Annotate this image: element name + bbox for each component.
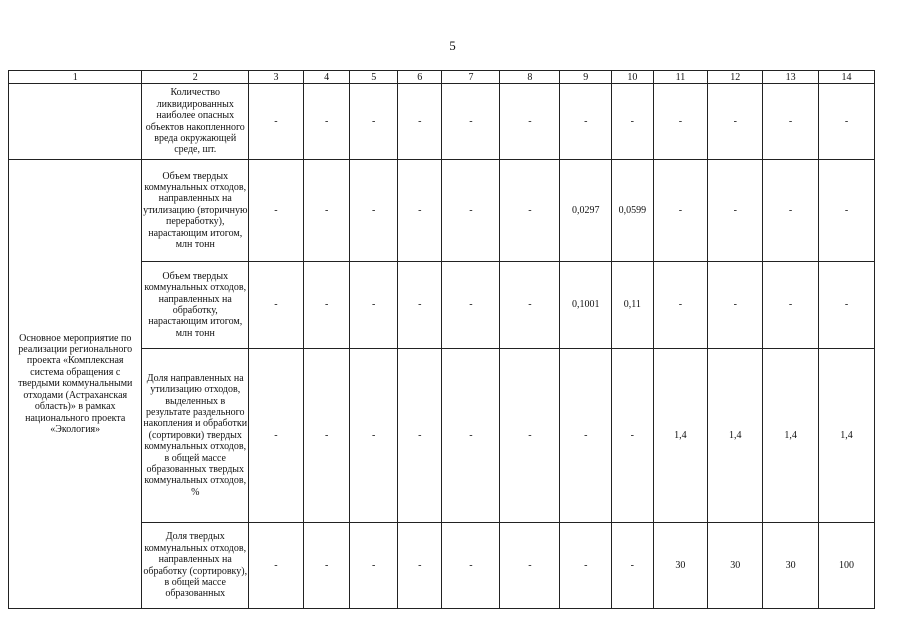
value-cell: - bbox=[350, 349, 398, 523]
value-cell: - bbox=[653, 84, 708, 160]
value-cell: - bbox=[350, 160, 398, 262]
indicators-table bbox=[8, 70, 875, 609]
header-cell: 5 bbox=[350, 71, 398, 84]
value-cell: - bbox=[398, 160, 442, 262]
value-cell: 30 bbox=[708, 523, 763, 609]
page-number: 5 bbox=[449, 38, 456, 53]
value-cell: - bbox=[500, 262, 560, 349]
value-cell: 0,11 bbox=[612, 262, 653, 349]
indicator-cell: Количество ликвидированных наиболее опасных объектов накопленного вреда окружающей среде, шт. bbox=[142, 84, 249, 160]
header-cell: 9 bbox=[560, 71, 612, 84]
value-cell: - bbox=[560, 84, 612, 160]
value-cell: - bbox=[500, 160, 560, 262]
header-cell: 2 bbox=[142, 71, 249, 84]
value-cell: - bbox=[442, 349, 500, 523]
value-cell: - bbox=[398, 523, 442, 609]
value-cell: - bbox=[500, 349, 560, 523]
header-cell: 1 bbox=[9, 71, 142, 84]
header-cell: 13 bbox=[763, 71, 819, 84]
value-cell: - bbox=[303, 160, 350, 262]
value-cell: - bbox=[819, 84, 875, 160]
value-cell: - bbox=[398, 84, 442, 160]
value-cell: - bbox=[303, 262, 350, 349]
value-cell: - bbox=[303, 84, 350, 160]
header-cell: 12 bbox=[708, 71, 763, 84]
empty-cell bbox=[9, 84, 142, 160]
value-cell: - bbox=[442, 523, 500, 609]
value-cell: - bbox=[763, 84, 819, 160]
value-cell: - bbox=[249, 262, 304, 349]
value-cell: - bbox=[249, 523, 304, 609]
header-row bbox=[9, 71, 875, 84]
value-cell: - bbox=[763, 262, 819, 349]
indicator-cell: Доля твердых коммунальных отходов, направленных на обработку (сортировку), в общей массе образованных bbox=[142, 523, 249, 609]
value-cell: - bbox=[612, 523, 653, 609]
value-cell: 1,4 bbox=[819, 349, 875, 523]
value-cell: 1,4 bbox=[763, 349, 819, 523]
value-cell: 0,1001 bbox=[560, 262, 612, 349]
header-cell: 14 bbox=[819, 71, 875, 84]
value-cell: - bbox=[398, 262, 442, 349]
value-cell: - bbox=[500, 84, 560, 160]
value-cell: - bbox=[612, 84, 653, 160]
header-cell: 6 bbox=[398, 71, 442, 84]
value-cell: - bbox=[398, 349, 442, 523]
value-cell: - bbox=[708, 84, 763, 160]
value-cell: - bbox=[708, 160, 763, 262]
header-cell: 8 bbox=[500, 71, 560, 84]
value-cell: - bbox=[442, 262, 500, 349]
indicator-cell: Объем твердых коммунальных отходов, направленных на обработку, нарастающим итогом, млн тонн bbox=[142, 262, 249, 349]
value-cell: 30 bbox=[653, 523, 708, 609]
value-cell: - bbox=[249, 84, 304, 160]
header-cell: 10 bbox=[612, 71, 653, 84]
value-cell: - bbox=[560, 523, 612, 609]
value-cell: - bbox=[442, 84, 500, 160]
value-cell: - bbox=[560, 349, 612, 523]
value-cell: - bbox=[350, 523, 398, 609]
value-cell: - bbox=[350, 262, 398, 349]
value-cell: - bbox=[763, 160, 819, 262]
value-cell: - bbox=[612, 349, 653, 523]
value-cell: 1,4 bbox=[653, 349, 708, 523]
value-cell: - bbox=[653, 160, 708, 262]
value-cell: - bbox=[303, 523, 350, 609]
value-cell: - bbox=[819, 160, 875, 262]
header-cell: 7 bbox=[442, 71, 500, 84]
value-cell: 1,4 bbox=[708, 349, 763, 523]
header-cell: 11 bbox=[653, 71, 708, 84]
table-row bbox=[9, 84, 875, 160]
value-cell: - bbox=[249, 349, 304, 523]
header-cell: 3 bbox=[249, 71, 304, 84]
value-cell: - bbox=[350, 84, 398, 160]
table-row bbox=[9, 160, 875, 262]
value-cell: - bbox=[303, 349, 350, 523]
value-cell: 0,0297 bbox=[560, 160, 612, 262]
value-cell: - bbox=[819, 262, 875, 349]
value-cell: 0,0599 bbox=[612, 160, 653, 262]
value-cell: 30 bbox=[763, 523, 819, 609]
value-cell: - bbox=[653, 262, 708, 349]
indicator-cell: Доля направленных на утилизацию отходов, выделенных в результате раздельного накопления и обработки (сортировки) твердых коммунальных отходов, в общей массе образованных твердых коммунальных отходов, % bbox=[142, 349, 249, 523]
main-activity-cell: Основное мероприятие по реализации регионального проекта «Комплексная система обращения с твердыми коммунальными отходами (Астраханская область)» в рамках национального проекта «Экология» bbox=[9, 160, 142, 609]
indicator-cell: Объем твердых коммунальных отходов, направленных на утилизацию (вторичную переработку), нарастающим итогом, млн тонн bbox=[142, 160, 249, 262]
value-cell: - bbox=[708, 262, 763, 349]
value-cell: - bbox=[249, 160, 304, 262]
value-cell: 100 bbox=[819, 523, 875, 609]
value-cell: - bbox=[500, 523, 560, 609]
value-cell: - bbox=[442, 160, 500, 262]
header-cell: 4 bbox=[303, 71, 350, 84]
